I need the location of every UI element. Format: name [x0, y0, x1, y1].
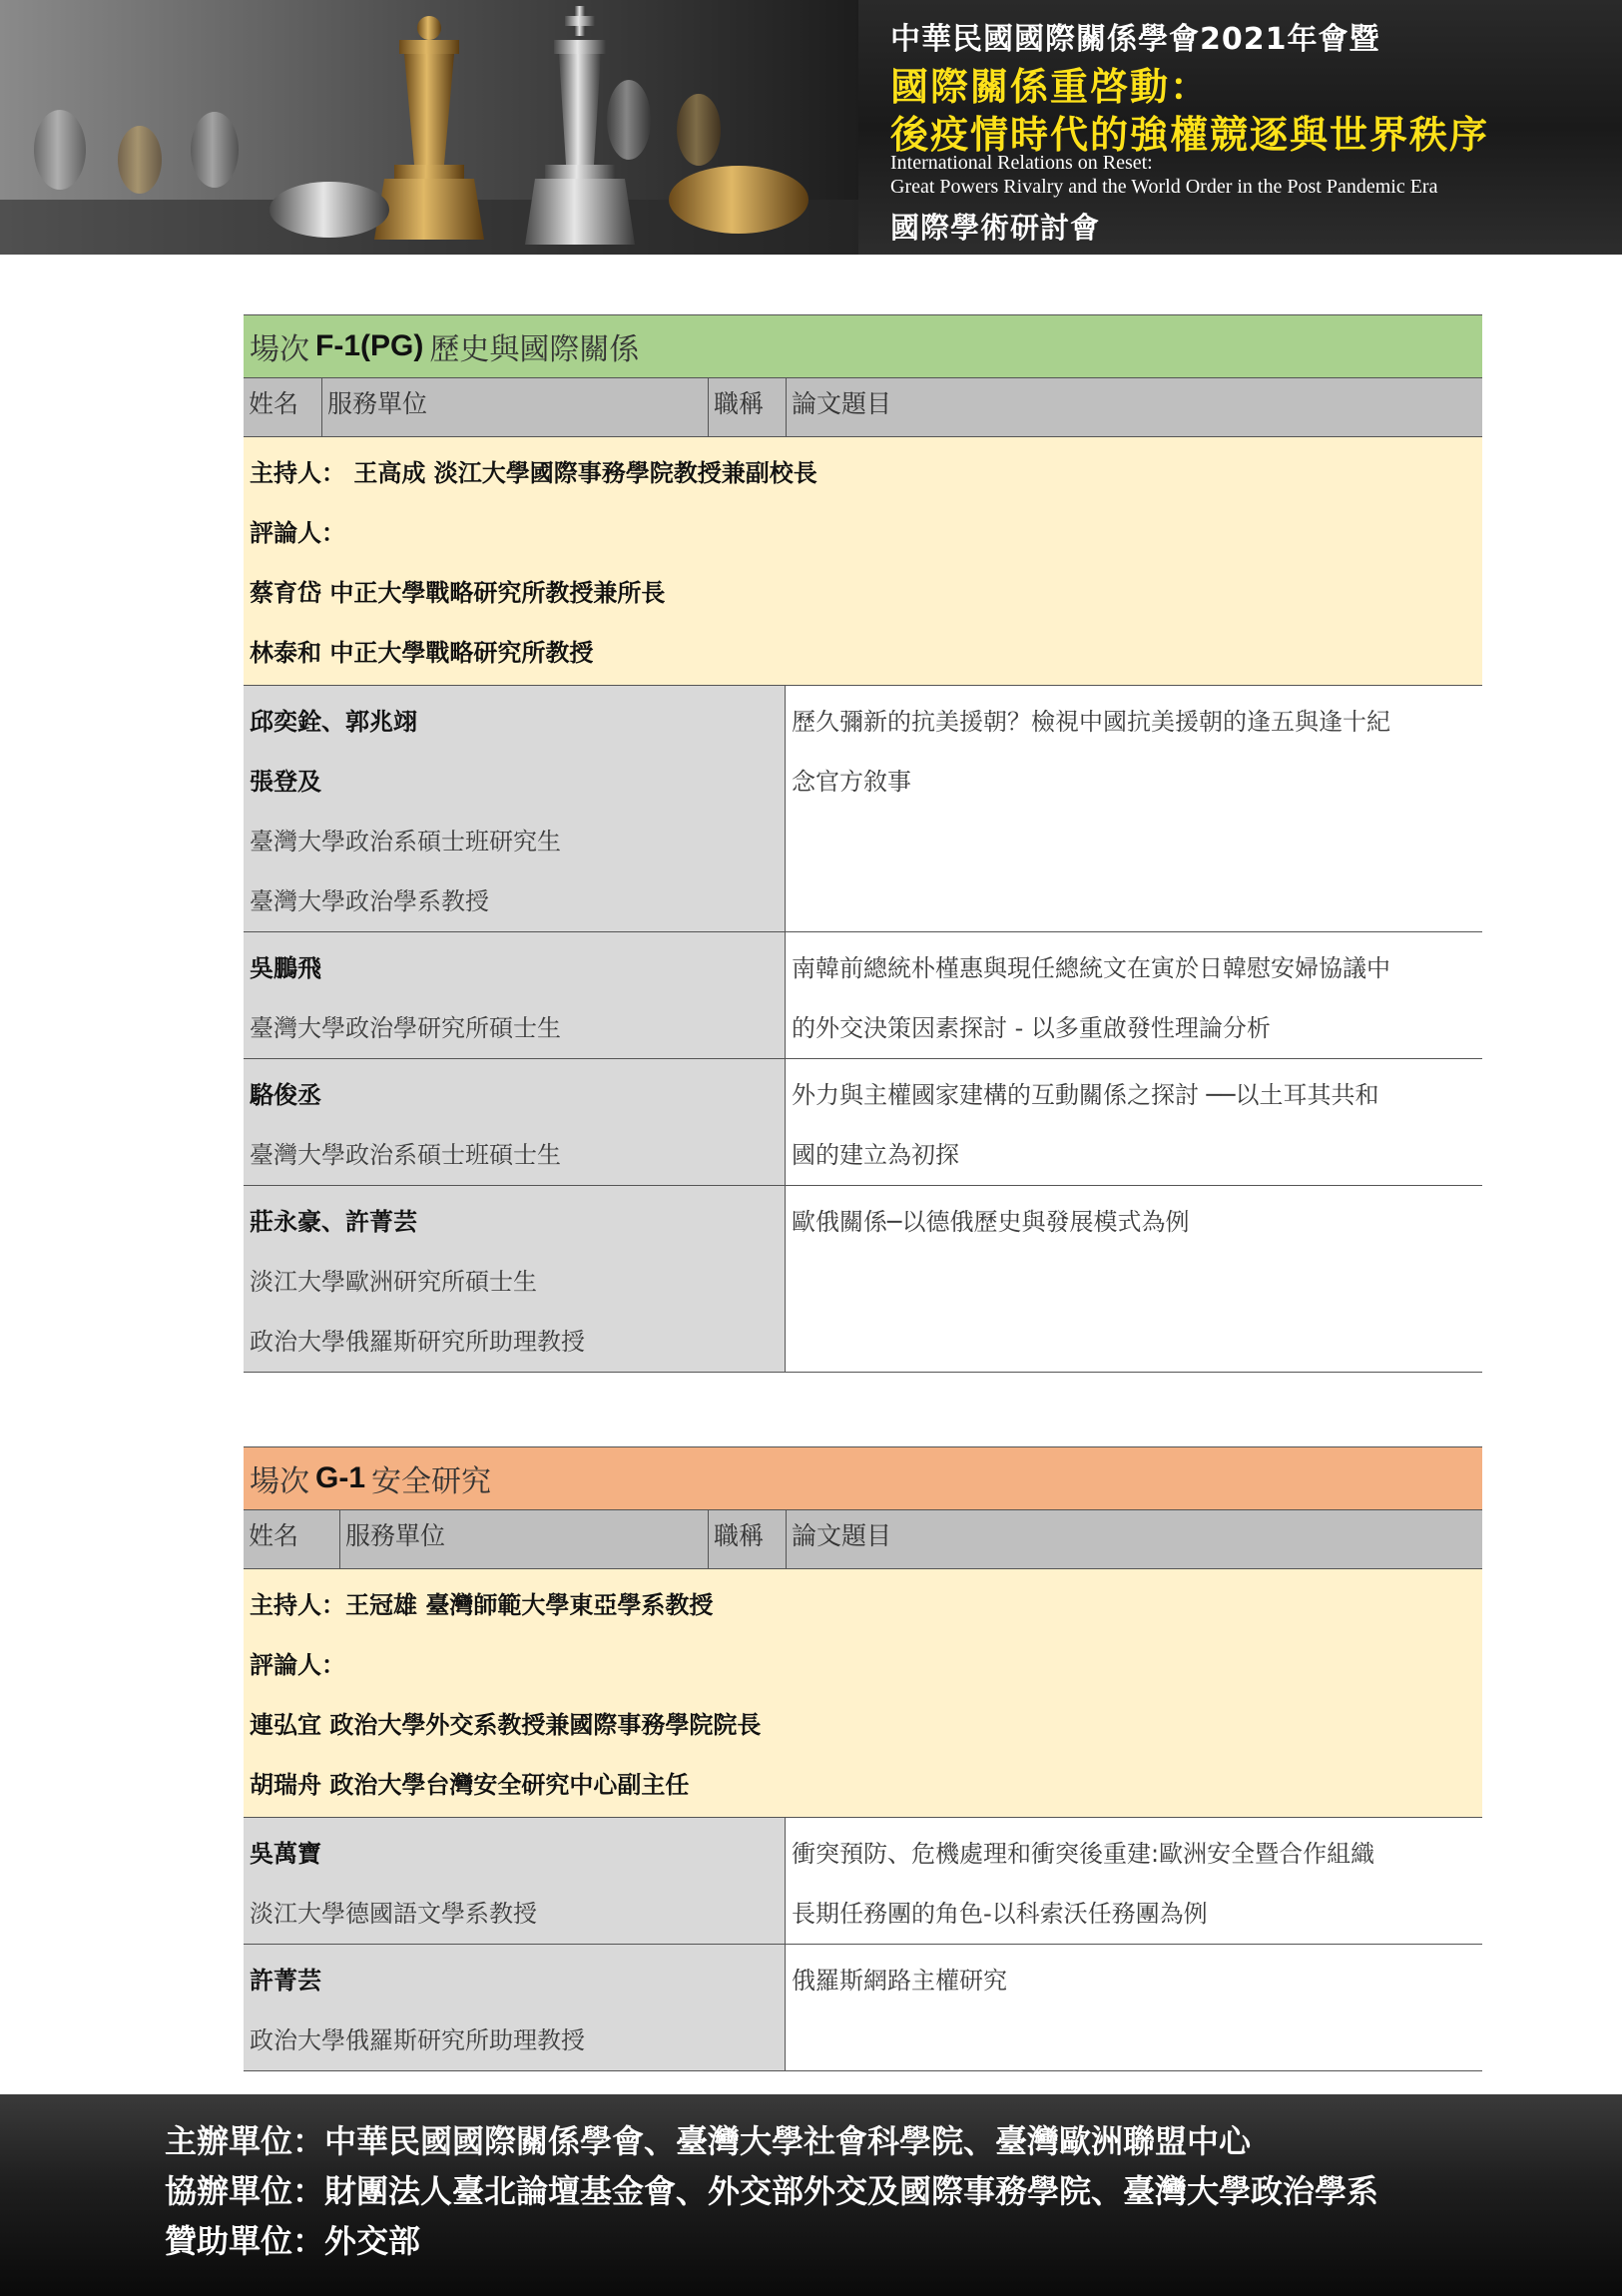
paper-title-line: 長期任務團的角色-以科索沃任務團為例 [792, 1900, 1208, 1928]
banner-title-line3: 後疫情時代的強權競逐與世界秩序 [890, 113, 1490, 157]
discussant-line: 蔡育岱 中正大學戰略研究所教授兼所長 [250, 579, 666, 607]
session-code: G-1 [315, 1461, 366, 1494]
discussant-line: 胡瑞舟 政治大學台灣安全研究中心副主任 [250, 1771, 690, 1799]
discussant-label: 評論人： [250, 519, 345, 547]
presenter-cell [244, 932, 786, 1058]
footer-co-organizer: 協辦單位：財團法人臺北論壇基金會、外交部外交及國際事務學院、臺灣大學政治學系 [165, 2172, 1379, 2210]
column-name: 姓名 [244, 1510, 340, 1568]
paper-row [244, 1059, 1482, 1186]
column-paper-title: 論文題目 [792, 1521, 892, 1550]
paper-title-cell [786, 932, 1482, 1058]
session-prefix: 場次 [250, 332, 309, 367]
presenter-name: 莊永豪、許菁芸 [250, 1208, 417, 1236]
session-title: 歷史與國際關係 [429, 332, 640, 367]
footer-sponsor: 贊助單位：外交部 [165, 2222, 421, 2260]
presenter-affiliation: 臺灣大學政治系碩士班碩士生 [250, 1141, 561, 1169]
paper-title-cell [786, 686, 1482, 931]
paper-title-line: 衝突預防、危機處理和衝突後重建:歐洲安全暨合作組織 [792, 1840, 1375, 1868]
banner-title-line2: 國際關係重啓動： [890, 65, 1211, 109]
presenter-affiliation: 淡江大學歐洲研究所碩士生 [250, 1268, 537, 1296]
presenter-affiliation: 臺灣大學政治學系教授 [250, 887, 489, 915]
presenter-name: 吳萬寶 [250, 1840, 321, 1868]
column-affiliation: 服務單位 [340, 1510, 709, 1568]
chair-line: 主持人：王冠雄 臺灣師範大學東亞學系教授 [250, 1591, 714, 1619]
session-prefix: 場次 [250, 1464, 309, 1499]
banner-english-line1: International Relations on Reset: [890, 152, 1153, 174]
paper-title-line: 國的建立為初探 [792, 1141, 959, 1169]
presenter-affiliation: 政治大學俄羅斯研究所助理教授 [250, 2026, 585, 2054]
session-table-f1 [244, 314, 1482, 1373]
paper-title-line: 歷久彌新的抗美援朝？檢視中國抗美援朝的逢五與逢十紀 [792, 708, 1390, 736]
paper-row [244, 1945, 1482, 2071]
presenter-affiliation: 臺灣大學政治學研究所碩士生 [250, 1014, 561, 1042]
column-name: 姓名 [244, 378, 322, 436]
column-affiliation: 服務單位 [322, 378, 709, 436]
column-headers [244, 377, 1482, 437]
footer-organizer: 主辦單位：中華民國國際關係學會、臺灣大學社會科學院、臺灣歐洲聯盟中心 [165, 2122, 1252, 2160]
session-code: F-1(PG) [315, 329, 424, 362]
header-banner [0, 0, 1622, 255]
footer-banner [0, 2094, 1622, 2296]
presenter-cell [244, 1945, 786, 2070]
presenter-affiliation: 臺灣大學政治系碩士班研究生 [250, 828, 561, 856]
presenter-affiliation: 淡江大學德國語文學系教授 [250, 1900, 537, 1928]
paper-title-line: 歐俄關係─以德俄歷史與發展模式為例 [792, 1208, 1190, 1236]
chess-pieces-image [0, 0, 868, 255]
session-header [244, 1446, 1482, 1509]
paper-row [244, 1818, 1482, 1945]
presenter-affiliation: 政治大學俄羅斯研究所助理教授 [250, 1328, 585, 1356]
paper-row [244, 686, 1482, 932]
paper-title-cell [786, 1186, 1482, 1372]
presenter-cell [244, 1059, 786, 1185]
column-position: 職稱 [709, 378, 787, 436]
presenter-name: 張登及 [250, 768, 321, 796]
paper-title-line: 的外交決策因素探討 - 以多重啟發性理論分析 [792, 1014, 1271, 1042]
paper-title-line: 俄羅斯網路主權研究 [792, 1967, 1007, 1995]
paper-title-line: 外力與主權國家建構的互動關係之探討 ──以土耳其共和 [792, 1081, 1379, 1109]
banner-subtitle: 國際學術研討會 [890, 211, 1101, 245]
banner-english-line2: Great Powers Rivalry and the World Order in the Post Pandemic Era [890, 176, 1438, 198]
paper-title-line: 念官方敘事 [792, 768, 911, 796]
paper-title-line: 南韓前總統朴槿惠與現任總統文在寅於日韓慰安婦協議中 [792, 954, 1390, 982]
discussant-line: 林泰和 中正大學戰略研究所教授 [250, 639, 594, 667]
banner-title-line1: 中華民國國際關係學會2021年會暨 [890, 22, 1380, 57]
presenter-name: 駱俊丞 [250, 1081, 321, 1109]
chair-discussant-block [244, 1569, 1482, 1818]
session-table-g1 [244, 1446, 1482, 2071]
session-title: 安全研究 [371, 1464, 492, 1499]
presenter-name: 邱奕銓、郭兆翊 [250, 708, 417, 736]
chair-line: 主持人： 王高成 淡江大學國際事務學院教授兼副校長 [250, 459, 817, 487]
discussant-line: 連弘宜 政治大學外交系教授兼國際事務學院院長 [250, 1711, 762, 1739]
column-position: 職稱 [709, 1510, 787, 1568]
column-headers [244, 1509, 1482, 1569]
discussant-label: 評論人： [250, 1651, 345, 1679]
presenter-name: 吳鵬飛 [250, 954, 321, 982]
presenter-name: 許菁芸 [250, 1967, 321, 1995]
paper-row [244, 932, 1482, 1059]
paper-title-cell [786, 1059, 1482, 1185]
paper-title-cell [786, 1945, 1482, 2070]
paper-row [244, 1186, 1482, 1373]
paper-title-cell [786, 1818, 1482, 1944]
presenter-cell [244, 1186, 786, 1372]
chair-discussant-block [244, 437, 1482, 686]
presenter-cell [244, 1818, 786, 1944]
presenter-cell [244, 686, 786, 931]
column-paper-title: 論文題目 [792, 389, 892, 418]
session-header [244, 314, 1482, 377]
